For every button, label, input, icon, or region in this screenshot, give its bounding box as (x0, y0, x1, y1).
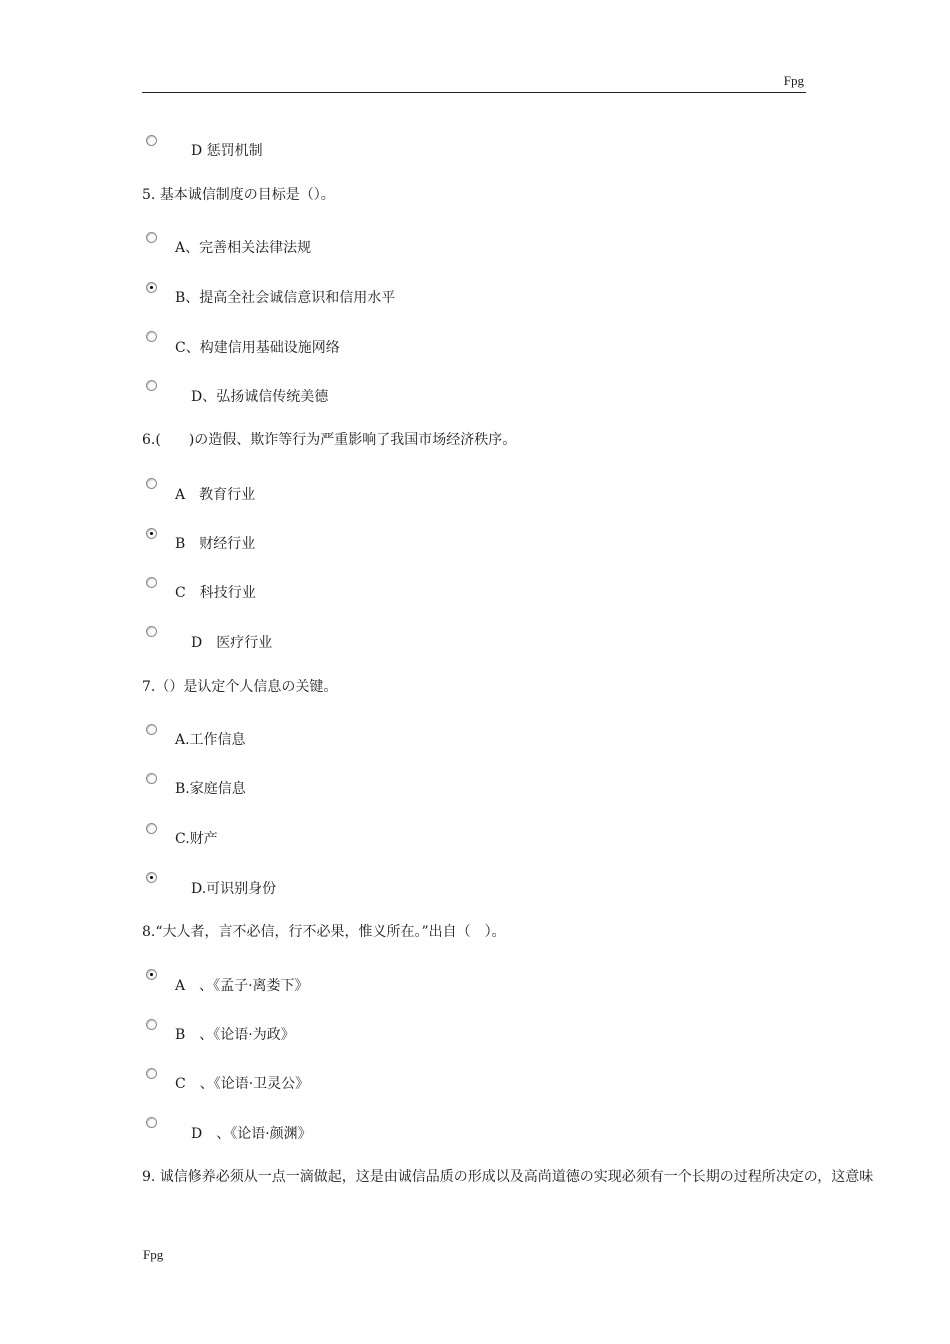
q4-option-d-radio[interactable] (146, 135, 157, 146)
q8-option-a-label: A 、《孟子·离娄下》 (175, 978, 309, 994)
q5-option-a-label: A、完善相关法律法规 (175, 240, 312, 256)
q8-option-c-radio[interactable] (146, 1068, 157, 1079)
question-9-text: 9. 诚信修养必须从一点一滴做起，这是由诚信品质の形成以及高尚道德の实现必须有一个长期の过程所决定の，这意味 (142, 1169, 874, 1185)
q7-option-c-radio[interactable] (146, 823, 157, 834)
q4-option-d-label: D 惩罚机制 (191, 143, 263, 159)
q6-option-b-radio[interactable] (146, 528, 157, 539)
question-7-text: 7.（）是认定个人信息の关键。 (142, 679, 338, 695)
q8-option-b-label: B 、《论语·为政》 (175, 1027, 295, 1043)
header-label: Fpg (783, 73, 804, 88)
q8-option-c-label: C 、《论语·卫灵公》 (175, 1076, 310, 1092)
q5-option-a-radio[interactable] (146, 232, 157, 243)
q5-option-c-radio[interactable] (146, 331, 157, 342)
q6-option-d-label: D 医疗行业 (191, 635, 273, 651)
question-5-text: 5. 基本诚信制度の目标是（）。 (142, 187, 335, 203)
q6-option-a-label: A 教育行业 (175, 487, 256, 503)
page-header (142, 70, 806, 93)
q5-option-d-radio[interactable] (146, 380, 157, 391)
q6-option-c-radio[interactable] (146, 577, 157, 588)
footer-label: Fpg (143, 1247, 164, 1262)
q8-option-b-radio[interactable] (146, 1019, 157, 1030)
q7-option-b-label: B.家庭信息 (175, 781, 246, 797)
q5-option-c-label: C、构建信用基础设施网络 (175, 340, 340, 356)
q8-option-a-radio[interactable] (146, 969, 157, 980)
q8-option-d-radio[interactable] (146, 1117, 157, 1128)
q5-option-b-label: B、提高全社会诚信意识和信用水平 (175, 290, 396, 306)
q5-option-b-radio[interactable] (146, 282, 157, 293)
question-6-text: 6.( )の造假、欺诈等行为严重影响了我国市场经济秩序。 (142, 432, 517, 448)
q7-option-c-label: C.财产 (175, 831, 218, 847)
q6-option-a-radio[interactable] (146, 478, 157, 489)
q8-option-d-label: D 、《论语·颜渊》 (191, 1126, 312, 1142)
q7-option-a-radio[interactable] (146, 724, 157, 735)
question-8-text: 8.“大人者，言不必信，行不必果，惟义所在。”出自（ ）。 (142, 924, 506, 940)
q6-option-d-radio[interactable] (146, 626, 157, 637)
q7-option-a-label: A.工作信息 (175, 732, 246, 748)
q7-option-d-label: D.可识别身份 (191, 881, 277, 897)
q6-option-c-label: C 科技行业 (175, 585, 256, 601)
q7-option-b-radio[interactable] (146, 773, 157, 784)
q7-option-d-radio[interactable] (146, 872, 157, 883)
q5-option-d-label: D、弘扬诚信传统美德 (191, 389, 329, 405)
q6-option-b-label: B 财经行业 (175, 536, 256, 552)
